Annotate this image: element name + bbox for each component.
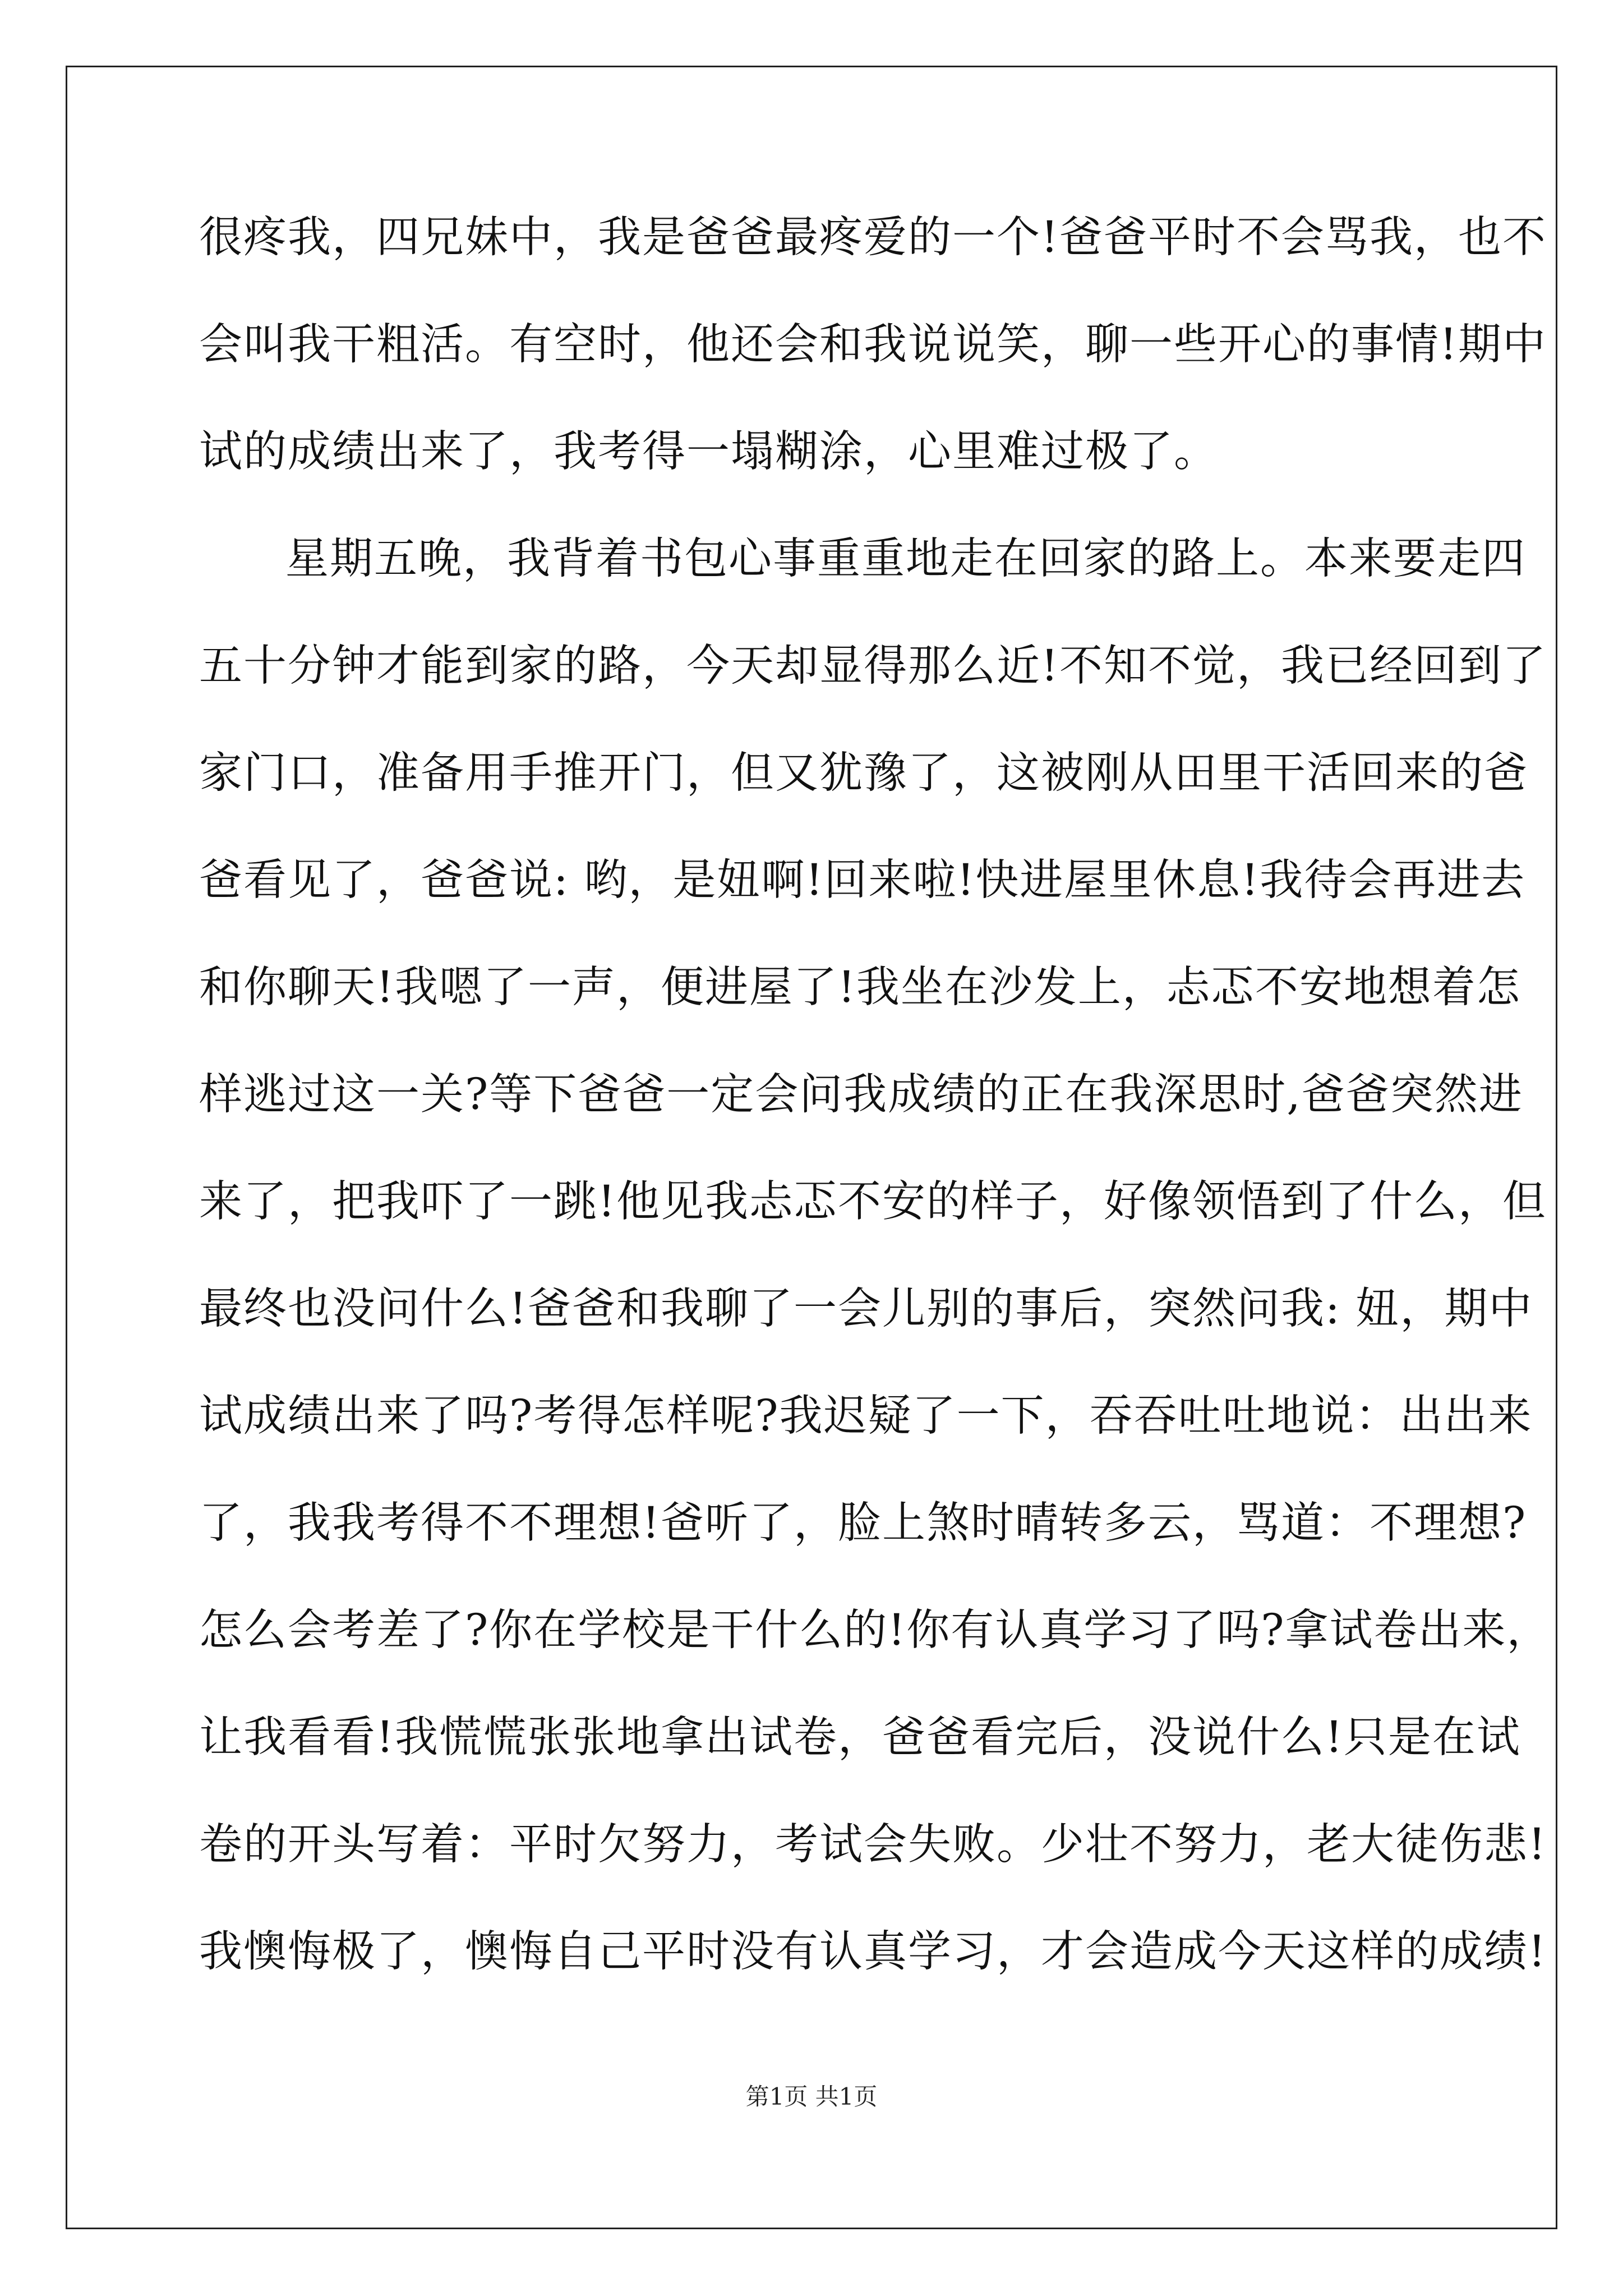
text-line: 怎么会考差了?你在学校是干什么的!你有认真学习了吗?拿试卷出来， [199, 1605, 1551, 1655]
text-line: 来了，把我吓了一跳!他见我忐忑不安的样子，好像领悟到了什么，但 [199, 1177, 1547, 1227]
text-line: 试的成绩出来了，我考得一塌糊涂，心里难过极了。 [199, 427, 1218, 477]
text-line: 试成绩出来了吗?考得怎样呢?我迟疑了一下，吞吞吐吐地说：出出来 [199, 1391, 1533, 1441]
text-line: 最终也没问什么!爸爸和我聊了一会儿别的事后，突然问我: 妞，期中 [199, 1284, 1533, 1334]
text-line: 家门口，准备用手推开门，但又犹豫了，这被刚从田里干活回来的爸 [199, 748, 1528, 798]
text-line: 和你聊天!我嗯了一声，便进屋了!我坐在沙发上，忐忑不安地想着怎 [199, 963, 1521, 1013]
text-line: 让我看看!我慌慌张张地拿出试卷，爸爸看完后，没说什么!只是在试 [199, 1713, 1521, 1763]
text-line: 很疼我，四兄妹中，我是爸爸最疼爱的一个!爸爸平时不会骂我，也不 [199, 213, 1547, 263]
text-line: 卷的开头写着：平时欠努力，考试会失败。少壮不努力，老大徒伤悲! [199, 1820, 1547, 1870]
paragraph-start-line: 星期五晚，我背着书包心事重重地走在回家的路上。本来要走四 [285, 534, 1526, 584]
text-line: 我懊悔极了，懊悔自己平时没有认真学习，才会造成今天这样的成绩! [199, 1927, 1547, 1977]
page-number-footer: 第1页 共1页 [745, 2083, 878, 2110]
document-body [199, 206, 1551, 2028]
text-line: 爸看见了，爸爸说: 哟，是妞啊!回来啦!快进屋里休息!我待会再进去 [199, 855, 1526, 905]
text-line: 会叫我干粗活。有空时，他还会和我说说笑，聊一些开心的事情!期中 [199, 320, 1547, 370]
text-line: 了，我我考得不不理想!爸听了，脸上煞时晴转多云，骂道：不理想? [199, 1498, 1527, 1548]
text-line: 样逃过这一关?等下爸爸一定会问我成绩的正在我深思时,爸爸突然进 [199, 1070, 1523, 1120]
text-line: 五十分钟才能到家的路，今天却显得那么近!不知不觉，我已经回到了 [199, 641, 1547, 691]
